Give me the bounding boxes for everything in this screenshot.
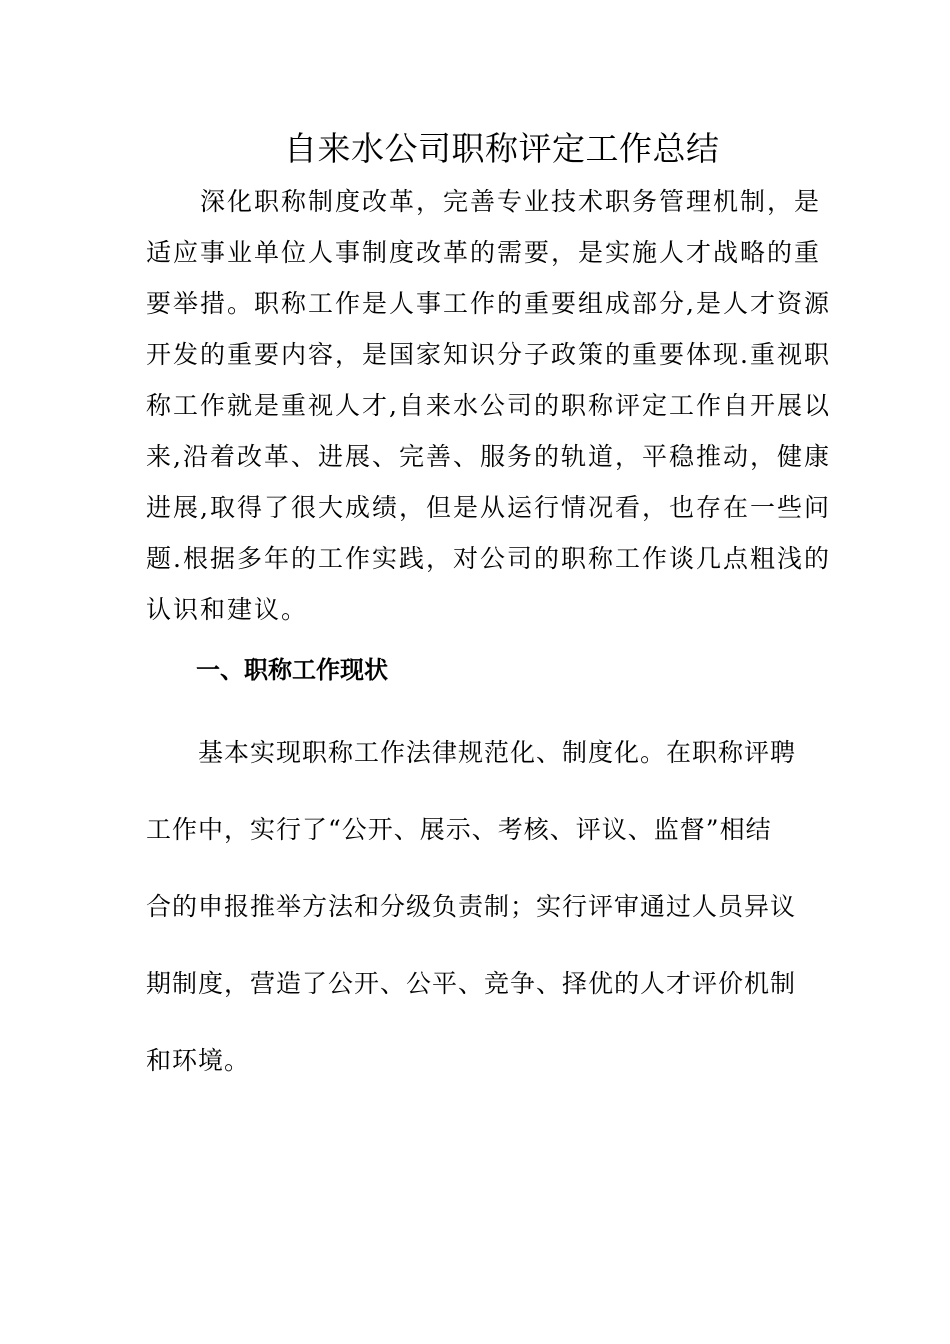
paragraph-line: 开发的重要内容，是国家知识分子政策的重要体现.重视职 [146, 340, 831, 369]
section-heading: 一、职称工作现状 [196, 656, 388, 684]
paragraph-line: 要举措。职称工作是人事工作的重要组成部分,是人才资源 [146, 289, 831, 318]
paragraph-line: 深化职称制度改革，完善专业技术职务管理机制，是 [146, 187, 822, 216]
paragraph-line: 合的申报推举方法和分级负责制；实行评审通过人员异议 [146, 892, 797, 921]
paragraph-line: 题.根据多年的工作实践，对公司的职称工作谈几点粗浅的 [146, 544, 831, 573]
paragraph-line: 适应事业单位人事制度改革的需要，是实施人才战略的重 [146, 238, 822, 267]
paragraph-line: 和环境。 [146, 1046, 251, 1075]
paragraph-line: 进展,取得了很大成绩，但是从运行情况看，也存在一些问 [146, 493, 831, 522]
intro-paragraph [146, 176, 831, 635]
paragraph-line: 认识和建议。 [146, 595, 309, 624]
paragraph-line: 工作中，实行了“公开、展示、考核、评议、监督”相结 [146, 815, 772, 844]
paragraph-line: 来,沿着改革、进展、完善、服务的轨道，平稳推动，健康 [146, 442, 831, 471]
document-title: 自来水公司职称评定工作总结 [284, 129, 720, 168]
paragraph-line: 称工作就是重视人才,自来水公司的职称评定工作自开展以 [146, 391, 831, 420]
paragraph-line: 基本实现职称工作法律规范化、制度化。在职称评聘 [146, 738, 797, 767]
section-paragraph [146, 727, 806, 1112]
paragraph-line: 期制度，营造了公开、公平、竞争、择优的人才评价机制 [146, 969, 797, 998]
